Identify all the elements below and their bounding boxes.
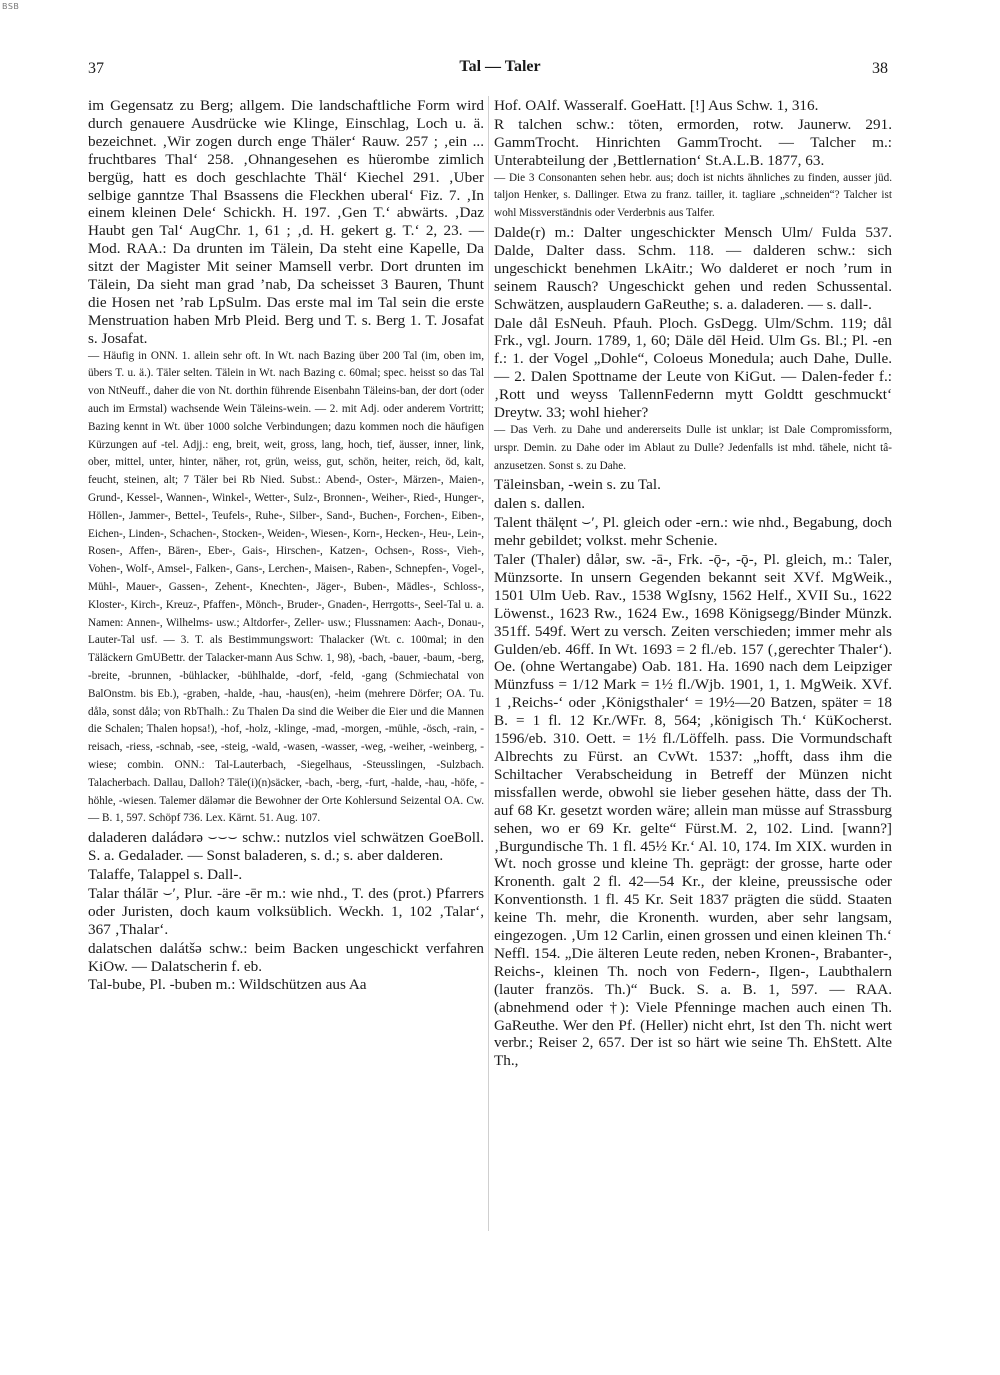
entry-l6: dalatschen dalátšə schw.: beim Backen ungeschickt verfahren KiOw. — Dalatscherin f. eb.	[88, 939, 484, 975]
entry-r4: Dalde(r) m.: Dalter ungeschickter Mensch Ulm/ Fulda 537. Dalde, Dalter dass. Schm. 118. — dalderen schw.: sich ungeschickt benehmen LkAitr.; Wo dalderet er noch ’rum in seinem Rausch? Ungeschickt gehen und reden Schussental. Schwätzen, ausplaudern GaReuthe; s. a. daladeren. — s. dall-.	[494, 224, 892, 313]
page-number-right: 38	[872, 60, 888, 77]
entry-r9: Talent thälęnt ⌣ʹ, Pl. gleich oder -ern.: wie nhd., Begabung, doch mehr gebildet; volkst. mehr Schenie.	[494, 514, 892, 550]
page-number-left: 37	[88, 60, 104, 77]
entry-r3: — Die 3 Consonanten sehen hebr. aus; doch ist nichts ähnliches zu finden, ausser jüd. taljon Henker, s. Dallinger. Etwa zu franz. tailler, it. tagliare „schneiden“? Talcher ist wohl Missverständnis oder Verderbnis aus Talfer.	[494, 171, 892, 220]
left-column	[88, 96, 484, 994]
entry-r8: dalen s. dallen.	[494, 495, 586, 513]
entry-l4: Talaffe, Talappel s. Dall-.	[88, 866, 243, 884]
entry-r10: Taler (Thaler) dålər, sw. -ā-, Frk. -ǭ-, -ǭ-, Pl. gleich, m.: Taler, Münzsorte. In unsern Gegenden bekannt seit XVf. MgWeik., 1501 Ulm Ueb. Rav., 1538 WgIsny, 1562 Helf., XVII Su., 1622 Löwenst., 1623 Rw., 1624 Ew., 1698 Königsegg/Binder Münzk. 351ff. 549f. Wert zu versch. Zeiten verschieden; immer mehr als Gulden/eb. 46ff. In Wt. 1693 = 2 fl./eb. 157 (‚gerechter Thaler‘). Oe. (ohne Wertangabe) Oab. 181. Ha. 1690 nach dem Leipziger Münzfuss = 1/12 Mark = 1½ fl./Wjb. 1901, 1, 1. MgWeik. XVf. 1 ‚Reichs-‘ oder ‚Königsthaler‘ = 19½—20 Batzen, später = 18 B. = 1 fl. 12 Kr./WFr. 8, 564; ‚königisch Th.‘ KüKocherst. 1596/eb. 310. Oett. = 1½ fl./Löffelh. pass. Die Vormundschaft Albrechts zu Fürst. an CvWt. 1537: „hofft, dass ihm die Schiltacher Verabscheidung in Betreff der Münzen nicht missfallen werde, obwohl sie lieber gesehen hätte, dass der Th. auf 68 Kr. gesetzt worden wäre; allein man müsse auf Strassburg sehen, wo er 69 Kr. gelte“ Fürst.M. 2, 102. Lind. [wann?] ‚Burgundische Th. 1 fl. 45½ Kr.‘ Al. 10, 174. Im XIX. wurden in Wt. noch grosse und kleine Th. geprägt: der grosse, harte oder Kronenth. galt 2 fl. 42—54 Kr., der kleine, preussische oder Konventionsth. 1 fl. 45 Kr. Seit 1837 prägten die südd. Staaten keine Th. mehr, die Kronenth. wurden, aber sehr langsam, eingezogen. ‚Um 12 Carlin, einen grossen und einen kleinen Th.‘ Neffl. 154. „Die älteren Leute reden, neben Kronen-, Brabanter-, Reichs-, kleinen Th. noch von Federn-, Ilgen-, Laubthalern (lauter französ. Th.)“ Buck. S. a. B. 1, 597. — RAA. (abnehmend oder †): Viele Pfenninge machen auch einen Th. GaReuthe. Wer den Pf. (Heller) nicht ehrt, Ist den Th. nicht wert verbr.; Reiser 2, 657. Der ist so härt wie seine Th. EhStett. Alte Th.,	[494, 551, 892, 1070]
entry-r1: Hof. OAlf. Wasseralf. GoeHatt. [!] Aus Schw. 1, 316.	[494, 97, 819, 114]
entry-l2: — Häufig in ONN. 1. allein sehr oft. In Wt. nach Bazing über 200 Tal (im, oben im, übers T. u. ä.). Täler selten. Tälein in Wt. nach Bazing c. 60mal; spec. heisst so das Tal von NtNeuff., daher die von Nt. dorthin führende Eisenbahn Täleins-ban, der dort (oder auch im Ermstal) wachsende Wein Täleins-wein. — 2. mit Adj. oder anderem Vortritt; Bazing kennt in Wt. über 1000 solche Verbindungen; dazu kommen noch die häufigen Kürzungen auf -tel. Adjj.: eng, breit, weit, gross, lang, hoch, tief, äusser, inner, link, ober, mittel, unter, hinter, näher, rot, grün, weiss, gut, schön, heiter, reich, öd, kalt, feucht, steinen, alt; 7 Täler bei Rb Nied. Subst.: Abend-, Oster-, Märzen-, Maien-, Grund-, Kessel-, Wannen-, Winkel-, Wetter-, Sulz-, Bronnen-, Weiher-, Ried-, Hunger-, Höllen-, Jammer-, Bettel-, Teufels-, Ruhe-, Silber-, Sand-, Buchen-, Forchen-, Eiben-, Eichen-, Linden-, Schachen-, Stocken-, Weiden-, Wiesen-, Korn-, Hecken-, Heu-, Lein-, Rosen-, Affen-, Bären-, Eber-, Gais-, Hirschen-, Katzen-, Ochsen-, Ross-, Vieh-, Vohen-, Wolf-, Amsel-, Falken-, Gans-, Lerchen-, Maisen-, Raben-, Schnepfen-, Vogel-, Mühl-, Mauer-, Gassen-, Zehent-, Knechten-, Jäger-, Buben-, Mädles-, Schloss-, Kloster-, Kirch-, Kreuz-, Pfaffen-, Mönch-, Bruder-, Gnaden-, Herrgotts-, Seel-Tal u. a. Namen: Annen-, Wilhelms- usw.; Altdorfer-, Zeller- usw.; Flussnamen: Aach-, Donau-, Lauter-Tal usf. — 3. T. als Bestimmungswort: Thalacker (Wt. c. 100mal; in den Täläckern GmUBettr. der Talacker-mann Aus Schw. 1, 98), -bach, -bauer, -baum, -berg, -breite, -brunnen, -bühlacker, -bühlhalde, -dorf, -feld, -gang (Schmiechatal von BalOnstm. bis Eb.), -graben, -halde, -hau, -haus(en), -heim (mehrere Dörfer; OA. Tu. dålə, sonst dålə; von RbThalh.: Zu Thalen Da sind die Weiber die Eier und die Mannen die Schalen; Thalen hopsa!), -hof, -holz, -klinge, -mad, -morgen, -mühle, -ösch, -rain, -reisach, -riess, -schnab, -see, -steig, -wald, -wasen, -wasser, -weg, -weiher, -weinberg, -wiese; combin. ONN.: Tal-Lauterbach, -Siegelhaus, -Steusslingen, -Sulzbach. Talacherbach. Dallau, Dalloh? Täle(i)(n)säcker, -bach, -berg, -furt, -halde, -hau, -höfe, -höhle, -wiesen. Talemer däləmər die Bewohner der Orte Kohlersund Seizental OA. Cw. — B. 1, 597. Schöpf 736. Lex. Kärnt. 51. Aug. 107.	[88, 349, 484, 825]
entry-l3: daladeren daládərə ⌣⌣⌣ schw.: nutzlos viel schwätzen GoeBoll. S. a. Gedalader. — Sonst baladeren, s. d.; s. aber dalderen.	[88, 829, 484, 865]
entry-l1: im Gegensatz zu Berg; allgem. Die landschaftliche Form wird durch genauere Ausdrücke wie Klinge, Einschlag, Loch u. ä. bezeichnet. ‚Wir zogen durch enge Thäler‘ Rauw. 257 ; ‚ein ... fruchtbares Thal‘ 258. ‚Ohnangesehen es hüerombe zimlich bergüg, hatt es doch geschlachte Thäl‘ Kiechel 291. ‚Uber selbige ganntze Thal Bsassens die Fleckhen uberal‘ Fiz. 7. ‚In einem kleinen Dele‘ Schickh. H. 197. ‚Gen T.‘ abwärts. ‚Daz Haubt gen Tal‘ AugChr. 1, 61 ; ‚d. H. gekert g. T.‘ 2, 23. — Mod. RAA.: Da drunten im Tälein, Da steht eine Kapelle, Da sitzt der Magister Mit seiner Mamsell verbr. Dort drunten im Tälein, Da sieht man grad ’nab, Da scheisset 3 Bauren, Thunt die Hosen net ’rab LpSulm. Das erste mal im Tal sein die erste Menstruation haben Mrb Pleid. Berg und T. s. Berg 1. T. Josafat s. Josafat.	[88, 97, 484, 347]
column-divider	[488, 96, 489, 1231]
entry-l5: Talar thálār ⌣ʹ, Plur. -äre -ēr m.: wie nhd., T. des (prot.) Pfarrers oder Juristen, doch kaum volksüblich. Weckh. 1, 102 ‚Talar‘, 367 ‚Thalar‘.	[88, 884, 484, 938]
right-column	[494, 96, 892, 1070]
entry-r2: R talchen schw.: töten, ermorden, rotw. Jaunerw. 291. GammTrocht. Hinrichten GammTrocht. — Talcher m.: Unterabteilung der ‚Bettlernation‘ St.A.L.B. 1877, 63.	[494, 115, 892, 169]
entry-r5: Dale dål EsNeuh. Pfauh. Ploch. GsDegg. Ulm/Schm. 119; dål Frk., vgl. Journ. 1789, 1, 60; Däle dēl Heid. Ulm Gs. Bl.; Pl. -en f.: 1. der Vogel „Dohle“, Coloeus Monedula; auch Dahe, Dulle. — 2. Dalen Spottname der Leute von KiGut. — Dalen-feder f.: ‚Rott und weyss TallennFedernn mytt Goldtt geschmuckt‘ Dreytw. 33; wohl hieher?	[494, 314, 892, 422]
entry-l7: Tal-bube, Pl. -buben m.: Wildschützen aus Aa	[88, 976, 367, 994]
running-title: Tal — Taler	[459, 58, 541, 75]
library-stamp: BSB	[2, 2, 20, 11]
entry-r6: — Das Verh. zu Dahe und andererseits Dulle ist unklar; ist Dale Compromissform, urspr. Demin. zu Dahe oder im Ablaut zu Dulle? Jedenfalls ist mhd. tähele, nicht tâ- anzusetzen. Sonst s. zu Dahe.	[494, 423, 892, 472]
entry-r7: Täleinsban, -wein s. zu Tal.	[494, 476, 661, 494]
